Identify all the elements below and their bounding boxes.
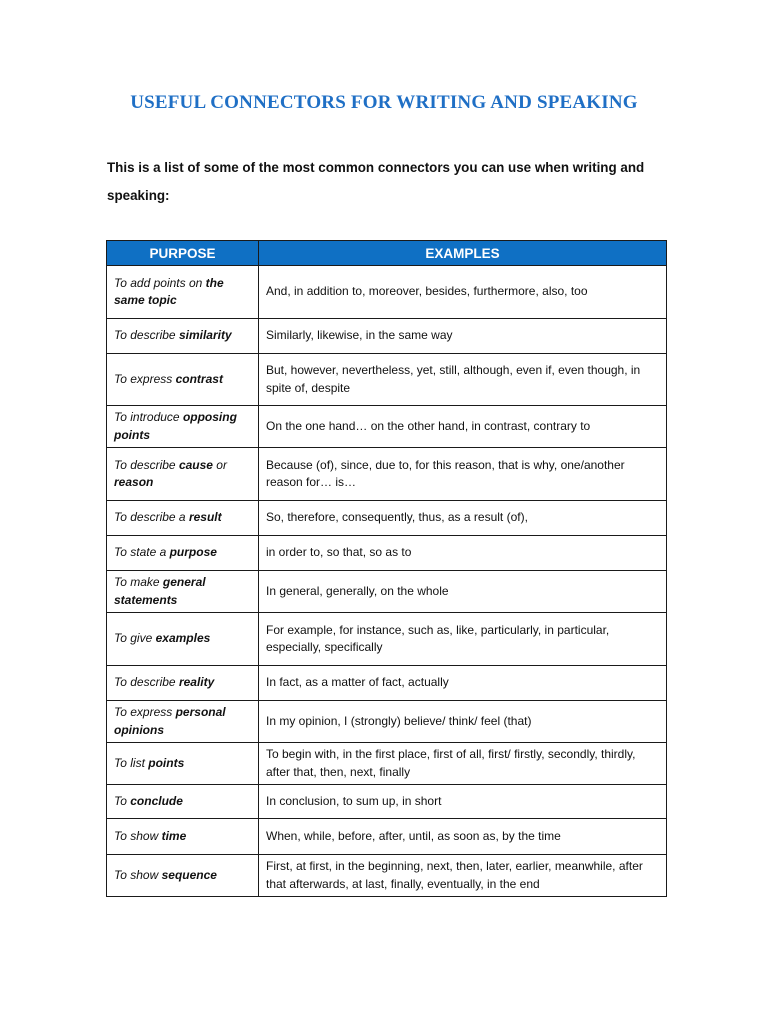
purpose-lead: To list xyxy=(114,755,149,770)
table-row xyxy=(107,701,667,743)
purpose-tail: or xyxy=(212,457,227,472)
examples-cell: In general, generally, on the whole xyxy=(259,571,667,613)
examples-cell: For example, for instance, such as, like, particularly, in particular, especially, specifically xyxy=(259,613,667,666)
purpose-lead: To express xyxy=(114,371,176,386)
purpose-cell xyxy=(107,571,259,613)
purpose-lead: To state a xyxy=(114,545,170,560)
purpose-cell xyxy=(107,501,259,536)
table-row xyxy=(107,571,667,613)
purpose-cell xyxy=(107,785,259,819)
purpose-key: time xyxy=(161,828,187,843)
examples-cell: First, at first, in the beginning, next, then, later, earlier, meanwhile, after that afterwards, at last, finally, eventually, in the end xyxy=(259,855,667,897)
purpose-key: examples xyxy=(155,631,211,646)
purpose-key: conclude xyxy=(130,793,183,808)
examples-cell: So, therefore, consequently, thus, as a result (of), xyxy=(259,501,667,536)
header-purpose: PURPOSE xyxy=(107,241,259,266)
purpose-lead: To express xyxy=(114,705,176,719)
purpose-key: general statements xyxy=(114,575,206,607)
purpose-cell xyxy=(107,819,259,855)
purpose-key: cause xyxy=(178,457,213,472)
table-row xyxy=(107,613,667,666)
purpose-cell xyxy=(107,319,259,354)
purpose-cell xyxy=(107,701,259,743)
examples-cell: When, while, before, after, until, as soon as, by the time xyxy=(259,819,667,855)
table-row xyxy=(107,855,667,897)
purpose-cell xyxy=(107,448,259,501)
purpose-key-2: reason xyxy=(114,475,154,489)
purpose-key: contrast xyxy=(175,371,223,386)
table-row xyxy=(107,501,667,536)
table-header-row xyxy=(107,241,667,266)
header-examples: EXAMPLES xyxy=(259,241,667,266)
table-row xyxy=(107,354,667,406)
table-row xyxy=(107,785,667,819)
purpose-lead: To describe a xyxy=(114,510,189,525)
purpose-key: points xyxy=(148,755,185,770)
examples-cell: But, however, nevertheless, yet, still, although, even if, even though, in spite of, despite xyxy=(259,354,667,406)
intro-text: This is a list of some of the most common connectors you can use when writing and speaking: xyxy=(107,160,645,203)
table-row xyxy=(107,406,667,448)
examples-cell: In my opinion, I (strongly) believe/ think/ feel (that) xyxy=(259,701,667,743)
purpose-lead: To show xyxy=(114,867,162,882)
table-row xyxy=(107,319,667,354)
connectors-table xyxy=(106,240,667,897)
purpose-lead: To describe xyxy=(114,457,179,472)
purpose-lead: To add points on xyxy=(114,275,206,290)
examples-cell: Because (of), since, due to, for this reason, that is why, one/another reason for… is… xyxy=(259,448,667,501)
examples-cell: On the one hand… on the other hand, in contrast, contrary to xyxy=(259,406,667,448)
purpose-lead: To make xyxy=(114,575,163,589)
examples-cell: Similarly, likewise, in the same way xyxy=(259,319,667,354)
purpose-key: similarity xyxy=(178,328,232,343)
purpose-key: sequence xyxy=(161,867,217,882)
purpose-key: personal opinions xyxy=(114,705,226,737)
purpose-key: the same topic xyxy=(114,275,224,307)
purpose-lead: To xyxy=(114,793,131,808)
purpose-cell xyxy=(107,855,259,897)
purpose-cell xyxy=(107,536,259,571)
purpose-cell xyxy=(107,266,259,319)
purpose-key: reality xyxy=(178,675,215,690)
purpose-key: purpose xyxy=(169,545,217,560)
purpose-cell xyxy=(107,406,259,448)
examples-cell: in order to, so that, so as to xyxy=(259,536,667,571)
purpose-lead: To introduce xyxy=(114,410,183,424)
examples-cell: In fact, as a matter of fact, actually xyxy=(259,666,667,701)
purpose-lead: To describe xyxy=(114,675,179,690)
purpose-lead: To give xyxy=(114,631,156,646)
purpose-key: result xyxy=(188,510,222,525)
table-row xyxy=(107,819,667,855)
examples-cell: In conclusion, to sum up, in short xyxy=(259,785,667,819)
page-title: USEFUL CONNECTORS FOR WRITING AND SPEAKING xyxy=(130,92,638,113)
examples-cell: To begin with, in the first place, first of all, first/ firstly, secondly, thirdly, after that, then, next, finally xyxy=(259,743,667,785)
purpose-key: opposing points xyxy=(114,410,237,442)
table-row xyxy=(107,666,667,701)
table-row xyxy=(107,266,667,319)
purpose-lead: To show xyxy=(114,828,162,843)
purpose-cell xyxy=(107,613,259,666)
table-row xyxy=(107,448,667,501)
table-row xyxy=(107,536,667,571)
examples-cell: And, in addition to, moreover, besides, furthermore, also, too xyxy=(259,266,667,319)
purpose-lead: To describe xyxy=(114,328,179,343)
purpose-cell xyxy=(107,743,259,785)
table-row xyxy=(107,743,667,785)
purpose-cell xyxy=(107,354,259,406)
purpose-cell xyxy=(107,666,259,701)
